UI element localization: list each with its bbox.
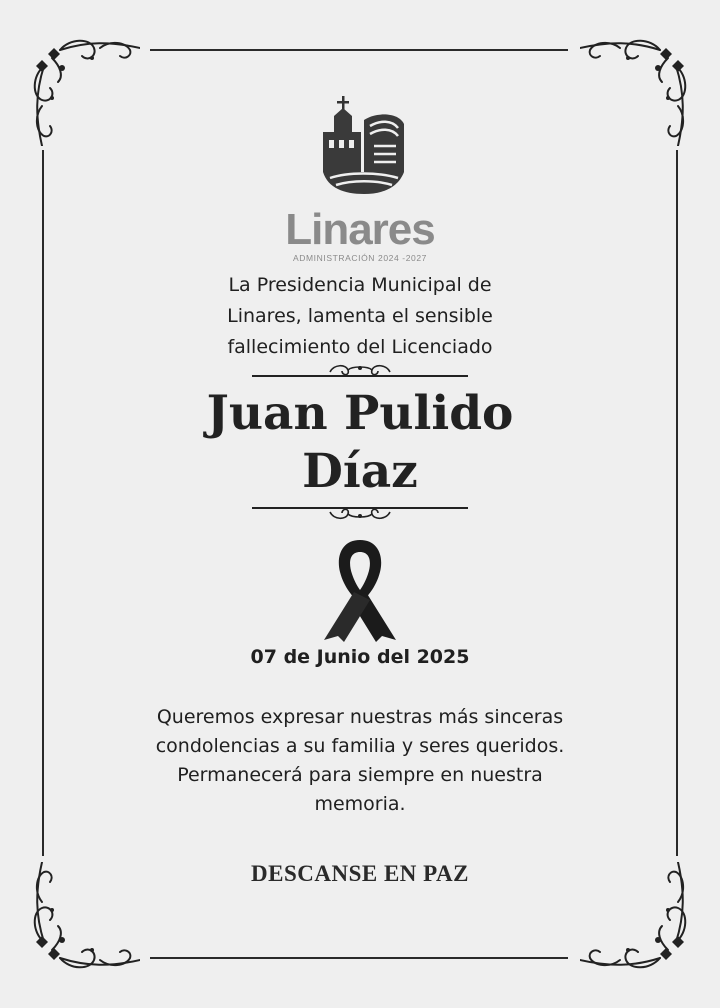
message-line: condolencias a su familia y seres queridos. — [155, 735, 565, 757]
condolence-message — [100, 703, 620, 819]
intro-line: Linares, lamenta el sensible — [227, 305, 493, 327]
linares-coat-of-arms-icon — [318, 94, 410, 196]
message-line: Permanecerá para siempre en nuestra — [177, 764, 543, 786]
intro-text — [140, 270, 580, 363]
intro-line: La Presidencia Municipal de — [228, 274, 492, 296]
ornamental-divider-bottom — [252, 500, 468, 522]
date-text: 07 de Junio del 2025 — [250, 646, 470, 668]
frame-top-line — [150, 49, 568, 51]
brand-name: Linares — [285, 205, 435, 254]
intro-line: fallecimiento del Licenciado — [227, 336, 493, 358]
corner-ornament-top-right — [580, 36, 690, 146]
deceased-name — [60, 385, 660, 501]
frame-bottom-line — [150, 957, 568, 959]
name-line: Díaz — [302, 444, 418, 499]
mourning-ribbon-icon — [320, 536, 400, 644]
message-line: memoria. — [314, 793, 406, 815]
closing-text: DESCANSE EN PAZ — [251, 861, 469, 886]
ornamental-divider-top — [252, 362, 468, 384]
brand-subtitle: ADMINISTRACIÓN 2024 -2027 — [292, 253, 428, 263]
message-line: Queremos expresar nuestras más sinceras — [156, 706, 564, 728]
corner-ornament-top-left — [30, 36, 140, 146]
name-line: Juan Pulido — [206, 386, 514, 441]
